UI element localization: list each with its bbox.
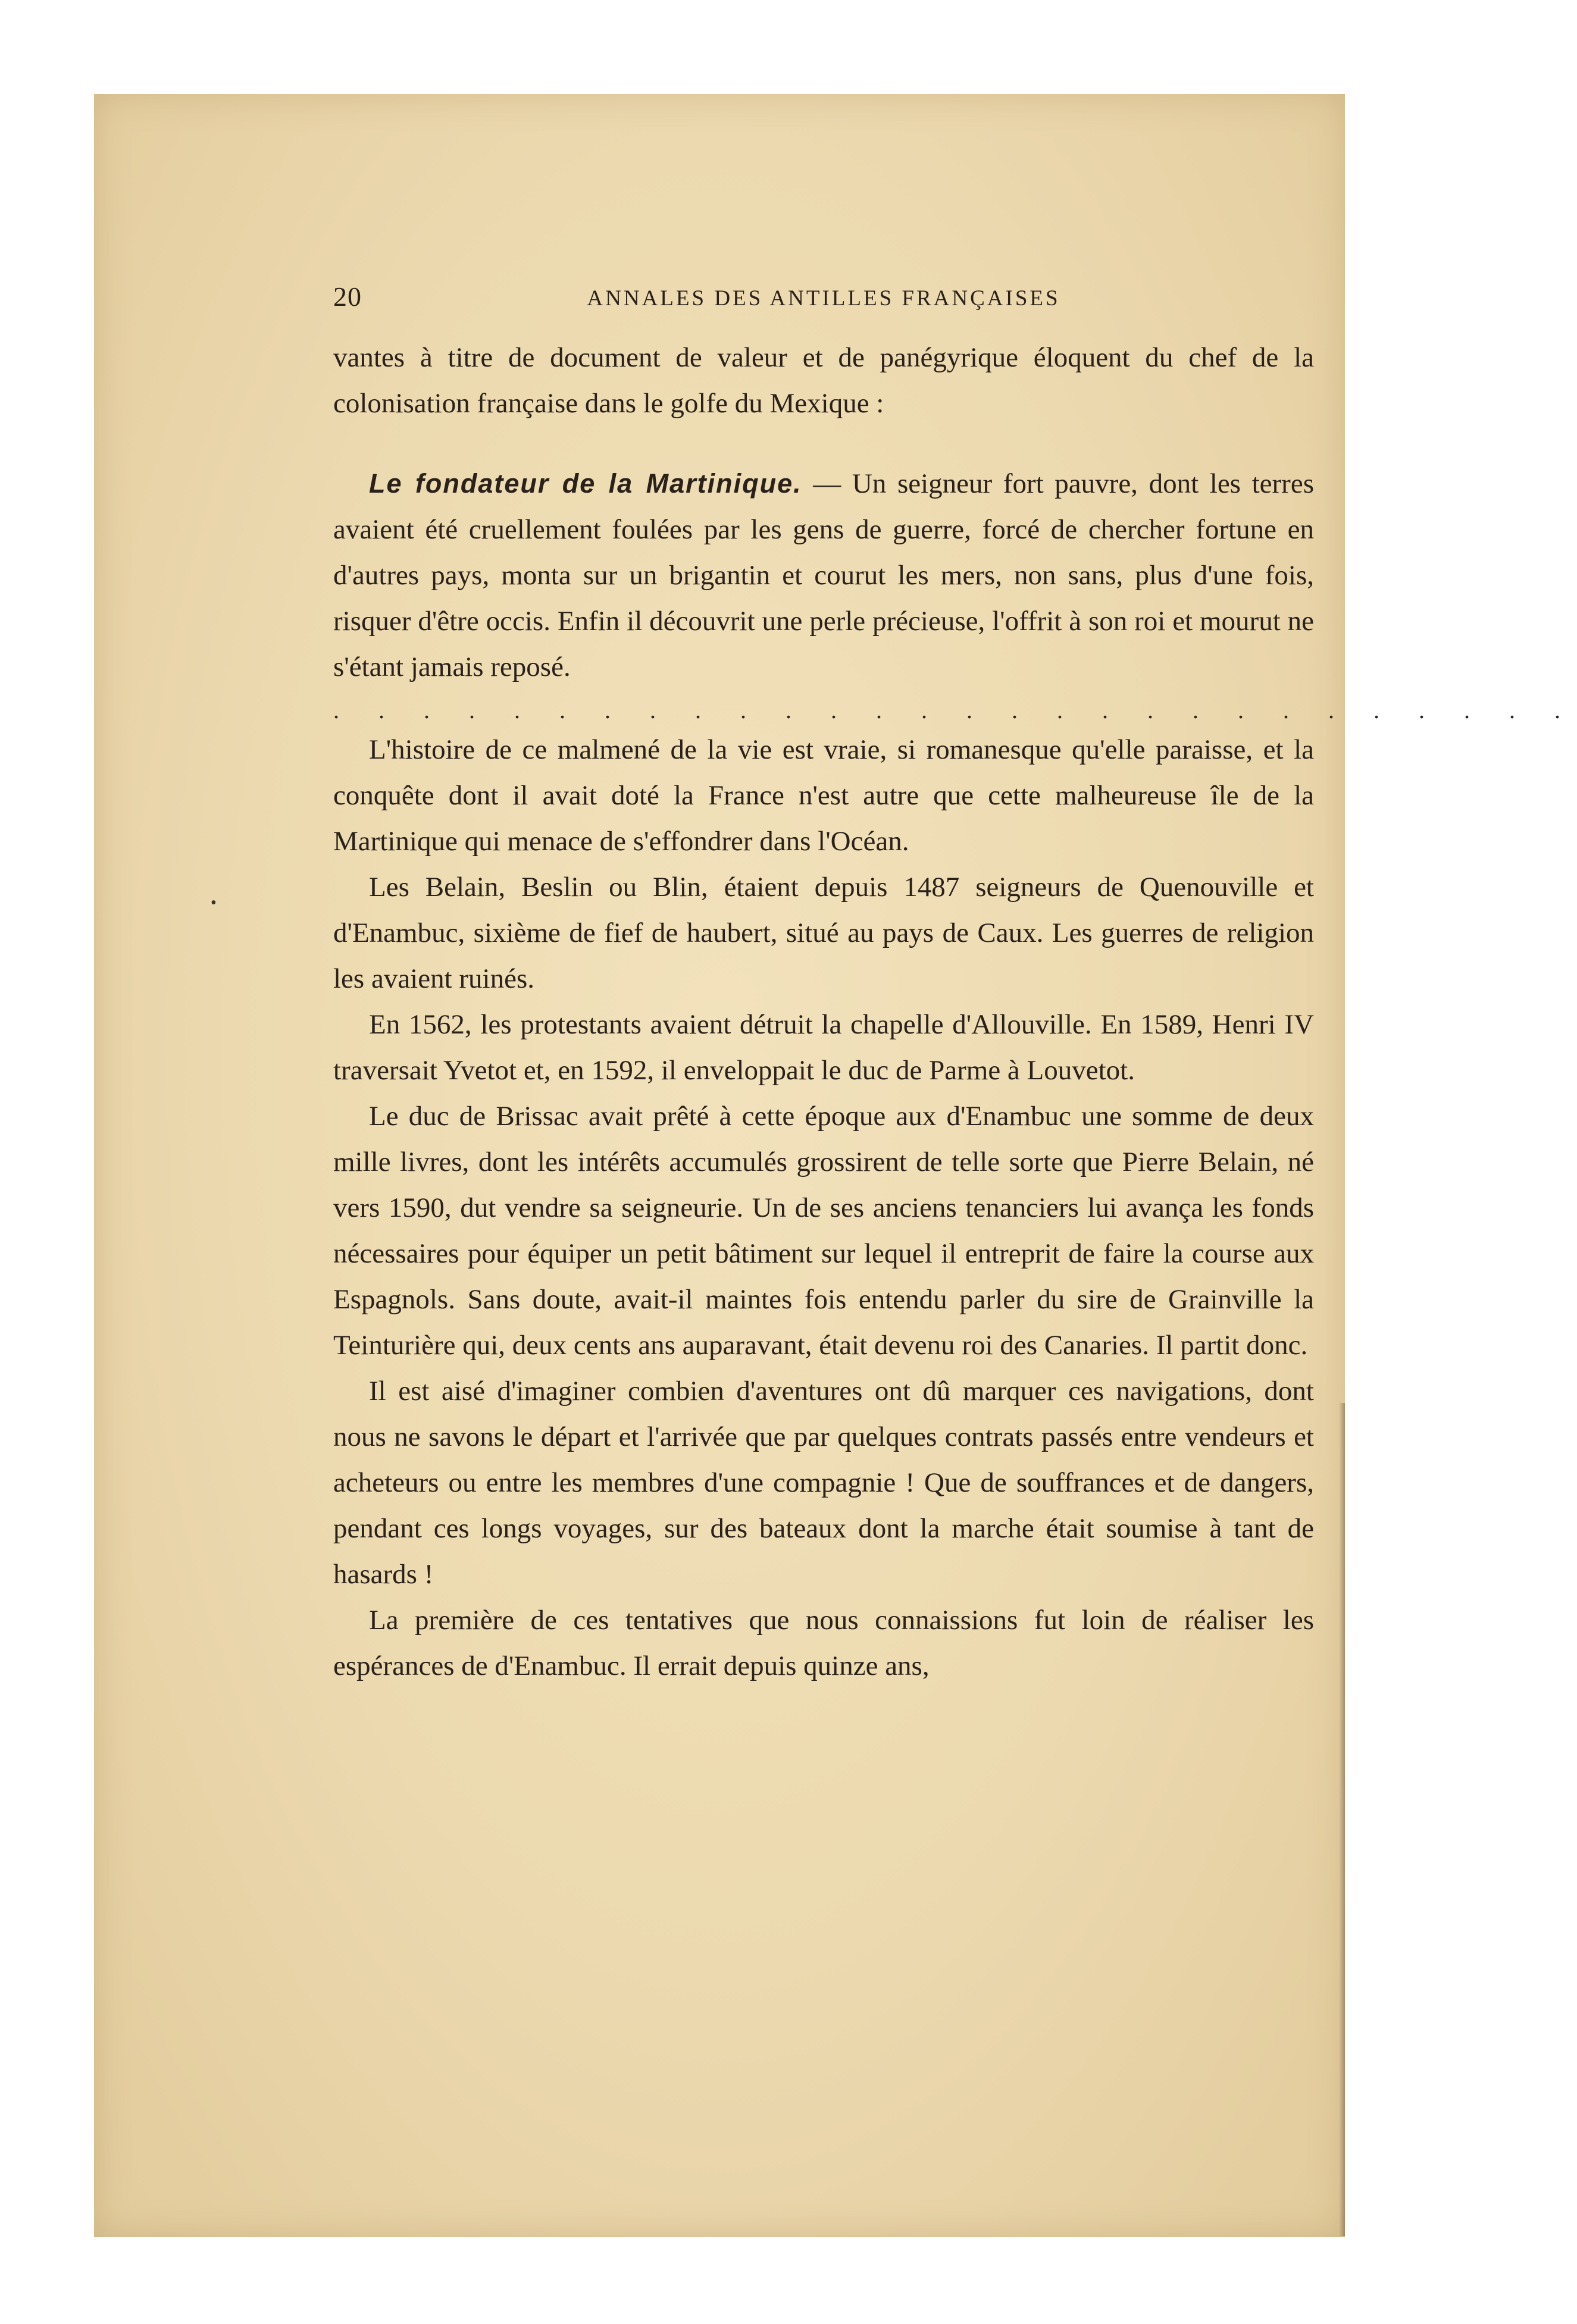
paragraph: La première de ces tentatives que nous connaissions fut loin de réaliser les espérances de d'Enambuc. Il errait depuis quinze ans, — [333, 1605, 1314, 1681]
page-header — [333, 281, 1314, 317]
margin-mark: • — [211, 894, 217, 912]
paragraph: L'histoire de ce malmené de la vie est vraie, si romanesque qu'elle paraisse, et la conquête dont il avait doté la France n'est autre que cette malheureuse île de la Martinique qui menace de s'effondrer dans l'Océan. — [333, 734, 1314, 857]
body-text — [333, 335, 1577, 1689]
page-edge-shadow — [1339, 1403, 1345, 2236]
paragraph: En 1562, les protestants avaient détruit la chapelle d'Allouville. En 1589, Henri IV traversait Yvetot et, en 1592, il enveloppait le duc de Parme à Louvetot. — [333, 1009, 1314, 1086]
section-title: Le fondateur de la Martinique. — [369, 468, 802, 499]
quote-body: — Un seigneur fort pauvre, dont les terres avaient été cruellement foulées par les gens de guerre, forcé de chercher fortune en d'autres pays, monta sur un brigantin et courut les mers, non sans, plus d'une fois, risquer d'être occis. Enfin il découvrit une perle précieuse, l'offrit à son roi et mourut ne s'étant jamais reposé. — [333, 468, 1314, 682]
page-number: 20 — [333, 281, 362, 312]
running-title: ANNALES DES ANTILLES FRANÇAISES — [587, 286, 1060, 311]
ellipsis-separator: . . . . . . . . . . . . . . . . . . . . . . . . . . . . — [333, 697, 1577, 723]
paragraph: Il est aisé d'imaginer combien d'aventures ont dû marquer ces navigations, dont nous ne savons le départ et l'arrivée que par quelques contrats passés entre vendeurs et acheteurs ou entre les membres d'une compagnie ! Que de souffrances et de dangers, pendant ces longs voyages, sur des bateaux dont la marche était soumise à tant de hasards ! — [333, 1376, 1314, 1590]
paragraph: Le duc de Brissac avait prêté à cette époque aux d'Enambuc une somme de deux mille livres, dont les intérêts accumulés grossirent de telle sorte que Pierre Belain, né vers 1590, dut vendre sa seigneurie. Un de ses anciens tenanciers lui avança les fonds nécessaires pour équiper un petit bâtiment sur lequel il entreprit de faire la course aux Espagnols. Sans doute, avait-il maintes fois entendu parler du sire de Grainville la Teinturière qui, deux cents ans auparavant, était devenu roi des Canaries. Il partit donc. — [333, 1101, 1314, 1361]
paragraph-continuation: vantes à titre de document de valeur et de panégyrique éloquent du chef de la colonisation française dans le golfe du Mexique : — [333, 342, 1314, 419]
paragraph-quote — [333, 461, 1314, 690]
paragraph: Les Belain, Beslin ou Blin, étaient depuis 1487 seigneurs de Quenouville et d'Enambuc, sixième de fief de haubert, situé au pays de Caux. Les guerres de religion les avaient ruinés. — [333, 872, 1314, 994]
